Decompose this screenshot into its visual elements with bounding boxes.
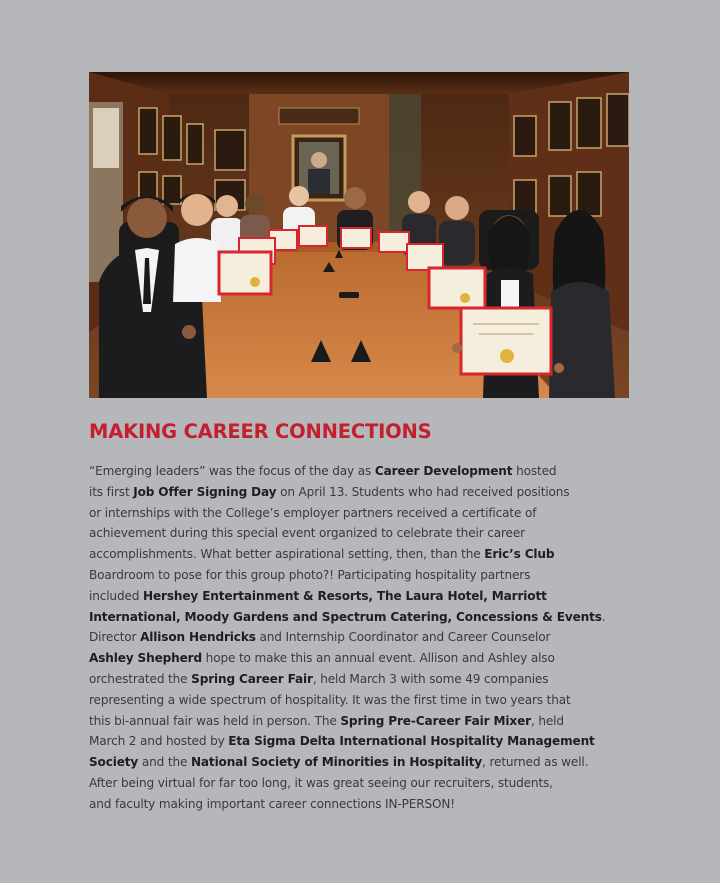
body-text-run: hope to make this an annual event. Allison and Ashley also	[201, 651, 555, 666]
body-emphasis: Career Development	[374, 464, 513, 478]
body-text-run: , returned as well.	[482, 755, 589, 770]
body-line	[89, 565, 637, 586]
body-line	[89, 794, 637, 815]
body-emphasis: Allison Hendricks	[140, 630, 256, 645]
body-text-run: .	[601, 609, 606, 624]
body-text-run: accomplishments. What better aspirational setting, then, than the	[89, 547, 485, 562]
body-text-run: achievement during this special event organized to celebrate their career	[89, 526, 525, 541]
body-text-run: and the	[138, 755, 191, 770]
body-text-run: March 2 and hosted by	[89, 734, 229, 749]
body-line	[89, 773, 637, 794]
body-text-run: hosted	[512, 464, 557, 478]
body-emphasis: International, Moody Gardens and Spectrum Catering, Concessions & Events	[89, 609, 602, 624]
body-text-run: or internships with the College’s employer partners received a certificate of	[89, 505, 537, 520]
body-line	[89, 627, 637, 648]
body-emphasis: Hershey Entertainment & Resorts, The Laura Hotel, Marriott	[143, 588, 547, 603]
body-line	[89, 482, 637, 503]
body-emphasis: Ashley Shepherd	[89, 651, 202, 666]
body-line	[89, 669, 637, 690]
body-emphasis: Eta Sigma Delta International Hospitality Management	[228, 734, 595, 749]
group-photo-illustration	[89, 72, 629, 398]
body-line	[89, 711, 637, 732]
body-text-run: representing a wide spectrum of hospitality. It was the first time in two years that	[89, 692, 571, 707]
body-text-run: , held	[530, 713, 564, 728]
body-text-run: and faculty making important career connections IN-PERSON!	[89, 796, 455, 811]
body-emphasis: Spring Career Fair	[191, 671, 313, 686]
body-line	[89, 523, 637, 544]
body-text-run: this bi-annual fair was held in person. The	[89, 713, 341, 728]
body-line	[89, 586, 637, 607]
article-body	[89, 461, 637, 815]
body-text-run: orchestrated the	[89, 671, 192, 686]
body-emphasis: Spring Pre-Career Fair Mixer	[340, 713, 531, 728]
body-line	[89, 607, 637, 628]
body-emphasis: National Society of Minorities in Hospitality	[190, 755, 483, 770]
body-text-run: , held March 3 with some 49 companies	[312, 671, 549, 686]
body-line	[89, 461, 637, 482]
body-text-run: “Emerging leaders” was the focus of the day as	[89, 464, 375, 478]
body-emphasis: Job Offer Signing Day	[133, 484, 277, 499]
body-text-run: After being virtual for far too long, it was great seeing our recruiters, students,	[89, 775, 553, 790]
body-text-run: and Internship Coordinator and Career Counselor	[255, 630, 551, 645]
body-line	[89, 690, 637, 711]
group-photo	[89, 72, 629, 398]
body-text-run: on April 13. Students who had received positions	[276, 484, 570, 499]
body-emphasis: Society	[89, 755, 139, 770]
body-text-run: Boardroom to pose for this group photo?! Participating hospitality partners	[89, 567, 531, 582]
body-line	[89, 648, 637, 669]
article-headline: MAKING CAREER CONNECTIONS	[89, 420, 432, 443]
body-line	[89, 503, 637, 524]
body-line	[89, 731, 637, 752]
body-text-run: its first	[89, 484, 134, 499]
body-line	[89, 752, 637, 773]
body-text-run: included	[89, 588, 143, 603]
body-emphasis: Eric’s Club	[484, 547, 555, 562]
body-text-run: Director	[89, 630, 141, 645]
body-line	[89, 544, 637, 565]
